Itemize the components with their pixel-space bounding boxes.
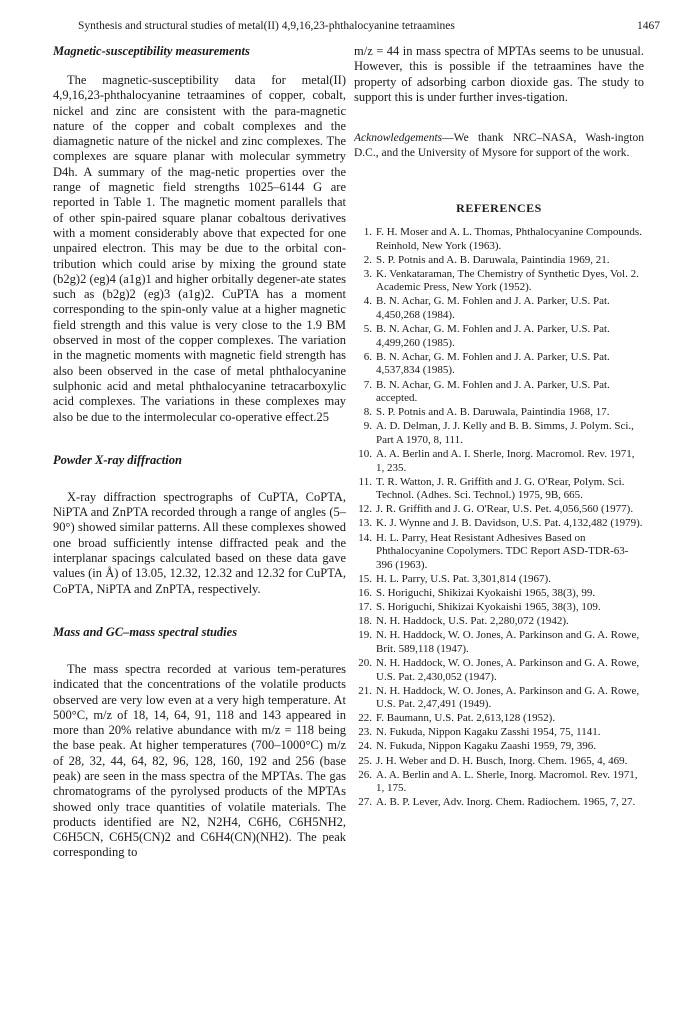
reference-number: 6. — [363, 350, 372, 363]
mass-spectral-heading: Mass and GC–mass spectral studies — [53, 624, 238, 639]
running-title: Synthesis and structural studies of metal(II) 4,9,16,23-phthalocyanine tetraamines — [78, 20, 455, 32]
reference-number: 26. — [358, 768, 372, 781]
reference-text: N. Fukuda, Nippon Kagaku Zaashi 1959, 79, 396. — [376, 740, 596, 753]
reference-number: 21. — [358, 684, 372, 697]
reference-item — [354, 268, 644, 295]
reference-number: 13. — [358, 517, 372, 530]
powder-xray-heading: Powder X-ray diffraction — [53, 452, 182, 467]
reference-number: 4. — [363, 295, 372, 308]
reference-text: N. H. Haddock, W. O. Jones, A. Parkinson and G. A. Rowe, U.S. Pat. 2,430,052 (1947). — [376, 656, 640, 683]
reference-text: N. H. Haddock, W. O. Jones, A. Parkinson and G. A. Rowe, U.S. Pat. 2,47,491 (1949). — [376, 684, 640, 711]
reference-item — [354, 448, 644, 475]
reference-item — [354, 657, 644, 684]
reference-text: J. H. Weber and D. H. Busch, Inorg. Chem. 1965, 4, 469. — [376, 754, 628, 767]
reference-item — [354, 796, 644, 810]
reference-item — [354, 379, 644, 406]
reference-number: 7. — [363, 378, 372, 391]
reference-text: T. R. Watton, J. R. Griffith and J. G. O'Rear, Polym. Sci. Technol. (Adhes. Sci. Technol.) 1975, 9B, 665. — [376, 475, 625, 502]
reference-item — [354, 226, 644, 253]
reference-text: S. Horiguchi, Shikizai Kyokaishi 1965, 38(3), 109. — [376, 601, 601, 614]
reference-number: 12. — [358, 503, 372, 516]
reference-item — [354, 351, 644, 378]
reference-text: B. N. Achar, G. M. Fohlen and J. A. Parker, U.S. Pat. accepted. — [376, 378, 610, 405]
reference-item — [354, 601, 644, 615]
reference-number: 9. — [363, 420, 372, 433]
magnetic-susceptibility-heading: Magnetic-susceptibility measurements — [53, 44, 250, 58]
reference-item — [354, 769, 644, 796]
reference-text: K. J. Wynne and J. B. Davidson, U.S. Pat. 4,132,482 (1979). — [376, 517, 643, 530]
reference-text: A. B. P. Lever, Adv. Inorg. Chem. Radiochem. 1965, 7, 27. — [376, 796, 636, 809]
reference-text: J. R. Griffith and J. G. O'Rear, U.S. Pet. 4,056,560 (1977). — [376, 503, 634, 516]
reference-number: 25. — [358, 754, 372, 767]
reference-text: K. Venkataraman, The Chemistry of Synthetic Dyes, Vol. 2. Academic Press, New York (1952). — [376, 267, 639, 294]
reference-number: 19. — [358, 629, 372, 642]
acknowledgements-label: Acknowledgements — [354, 132, 443, 145]
powder-xray-paragraph: X-ray diffraction spectrographs of CuPTA, CoPTA, NiPTA and ZnPTA recorded through a range of angles (5–90°) showed similar patterns. All these complexes showed one broad sufficiently intense diffracted peak and the interplanar spacings calculated based on these data gave values (in Å) of 13.05, 12.32, 12.32 and 12.32 for CuPTA, CoPTA, NiPTA and ZnPTA, respectively. — [53, 489, 346, 596]
reference-item — [354, 323, 644, 350]
reference-text: N. H. Haddock, U.S. Pat. 2,280,072 (1942). — [376, 615, 569, 628]
reference-text: S. P. Potnis and A. B. Daruwala, Paintindia 1969, 21. — [376, 253, 610, 266]
reference-text: H. L. Parry, Heat Resistant Adhesives Based on Phthalocyanine Copolymers. TDC Report ASD-TDR-63-396 (1963). — [376, 531, 629, 571]
reference-number: 1. — [363, 226, 372, 238]
reference-item — [354, 532, 644, 573]
reference-number: 27. — [358, 796, 372, 809]
reference-text: S. P. Potnis and A. B. Daruwala, Paintindia 1968, 17. — [376, 406, 610, 419]
reference-number: 11. — [358, 475, 372, 488]
left-column — [53, 44, 346, 861]
reference-text: S. Horiguchi, Shikizai Kyokaishi 1965, 38(3), 99. — [376, 586, 596, 599]
mass-spectral-paragraph: The mass spectra recorded at various tem-peratures indicated that the concentrations of the volatile products observed are very low even at a very high temperature. At 500°C, m/z of 18, 14, 64, 91, 118 and 143 appeared in more than 20% relative abundance with m/z = 118 being the base peak. At higher temperatures (700–1000°C) m/z of 28, 32, 44, 64, 82, 96, 128, 160, 192 and 256 (base peak) are seen in the mass spectra of the MPTAs. The gas chromatograms of the pyrolysed products of the MPTAs showed only trace quantities of volatile materials. The products identified are N2, N2H4, C6H6, C6H5NH2, C6H5CN, C6H5(CN)2 and C6H4(CN)(NH2). The peak corresponding to — [53, 661, 346, 860]
reference-number: 15. — [358, 572, 372, 585]
reference-text: N. H. Haddock, W. O. Jones, A. Parkinson and G. A. Rowe, Brit. 589,118 (1947). — [376, 629, 640, 655]
reference-number: 24. — [358, 740, 372, 753]
acknowledgements-text: —We thank NRC–NASA, Wash-ington D.C., and the University of Mysore for support of the work. — [354, 132, 644, 159]
references-heading: REFERENCES — [456, 201, 542, 215]
reference-number: 17. — [358, 601, 372, 614]
magnetic-susceptibility-paragraph: The magnetic-susceptibility data for metal(II) 4,9,16,23-phthalocyanine tetraamines of copper, cobalt, nickel and zinc are consistent with the para-magnetic nature of the copper and cobalt complexes and the diamagnetic nature of the nickel and zinc complexes. The complexes are square planar with molecular symmetry D4h. A summary of the mag-netic properties over the range of magnetic field strengths 1025–6144 G are reported in Table 1. The magnetic moment parallels that of other spin-paired square planar cobaltous derivatives with a moment considerably above that expected for one unpaired electron. This may be due to the orbital con-tribution which could arise by mixing the ground state (b2g)2 (eg)4 (a1g)1 and higher orbitally degener-ate states such as (b2g)2 (eg)3 (a1g)2. CuPTA has a moment corresponding to the spin-only value at a higher magnetic field strength and this value is very close to the 1.9 BM observed in most of the copper complexes. The variation in the magnetic moments with magnetic field strength has also been observed in the case of metal phthalocyanine sulphonic acid and metal phthalocyanine tetracarboxylic acid complexes. The variations in these complexes may also be due to the intermolecular co-operative effect.25 — [53, 73, 346, 424]
page-number: 1467 — [637, 20, 660, 32]
reference-item — [354, 629, 644, 656]
reference-number: 16. — [358, 586, 372, 599]
references-list — [354, 226, 644, 810]
reference-number: 3. — [363, 267, 372, 280]
reference-number: 5. — [363, 323, 372, 336]
running-header — [60, 20, 660, 36]
reference-item — [354, 587, 644, 601]
reference-text: B. N. Achar, G. M. Fohlen and J. A. Parker, U.S. Pat. 4,537,834 (1985). — [376, 350, 610, 377]
reference-number: 23. — [358, 726, 372, 739]
reference-item — [354, 712, 644, 726]
reference-item — [354, 254, 644, 268]
reference-number: 10. — [358, 448, 372, 460]
reference-number: 8. — [363, 406, 372, 419]
reference-text: A. A. Berlin and A. L. Sherle, Inorg. Macromol. Rev. 1971, 1, 175. — [376, 768, 638, 795]
reference-text: B. N. Achar, G. M. Fohlen and J. A. Parker, U.S. Pat. 4,450,268 (1984). — [376, 295, 610, 322]
reference-text: H. L. Parry, U.S. Pat. 3,301,814 (1967). — [376, 572, 551, 585]
reference-item — [354, 573, 644, 587]
reference-item — [354, 740, 644, 754]
reference-item — [354, 295, 644, 322]
reference-item — [354, 615, 644, 629]
reference-text: A. A. Berlin and A. I. Sherle, Inorg. Macromol. Rev. 1971, 1, 235. — [376, 448, 635, 474]
reference-item — [354, 685, 644, 712]
reference-text: F. Baumann, U.S. Pat. 2,613,128 (1952). — [376, 712, 556, 725]
reference-text: B. N. Achar, G. M. Fohlen and J. A. Parker, U.S. Pat. 4,499,260 (1985). — [376, 323, 610, 349]
reference-number: 18. — [358, 615, 372, 628]
reference-item — [354, 517, 644, 531]
reference-item — [354, 406, 644, 420]
reference-text: N. Fukuda, Nippon Kagaku Zasshi 1954, 75, 1141. — [376, 726, 601, 739]
reference-item — [354, 755, 644, 769]
continuation-paragraph: m/z = 44 in mass spectra of MPTAs seems to be unusual. However, this is possible if the tetraamines have the property of adsorbing carbon dioxide gas. The study to support this is under further inves-tigation. — [354, 44, 644, 104]
reference-item — [354, 476, 644, 503]
reference-text: A. D. Delman, J. J. Kelly and B. B. Simms, J. Polym. Sci., Part A 1970, 8, 111. — [376, 420, 634, 446]
reference-number: 14. — [358, 531, 372, 544]
reference-number: 22. — [358, 712, 372, 725]
reference-item — [354, 420, 644, 447]
reference-text: F. H. Moser and A. L. Thomas, Phthalocyanine Compounds. Reinhold, New York (1963). — [376, 226, 642, 252]
acknowledgements — [354, 131, 644, 160]
reference-item — [354, 726, 644, 740]
right-column — [354, 44, 644, 810]
reference-item — [354, 503, 644, 517]
reference-number: 20. — [358, 656, 372, 669]
reference-number: 2. — [363, 253, 372, 266]
